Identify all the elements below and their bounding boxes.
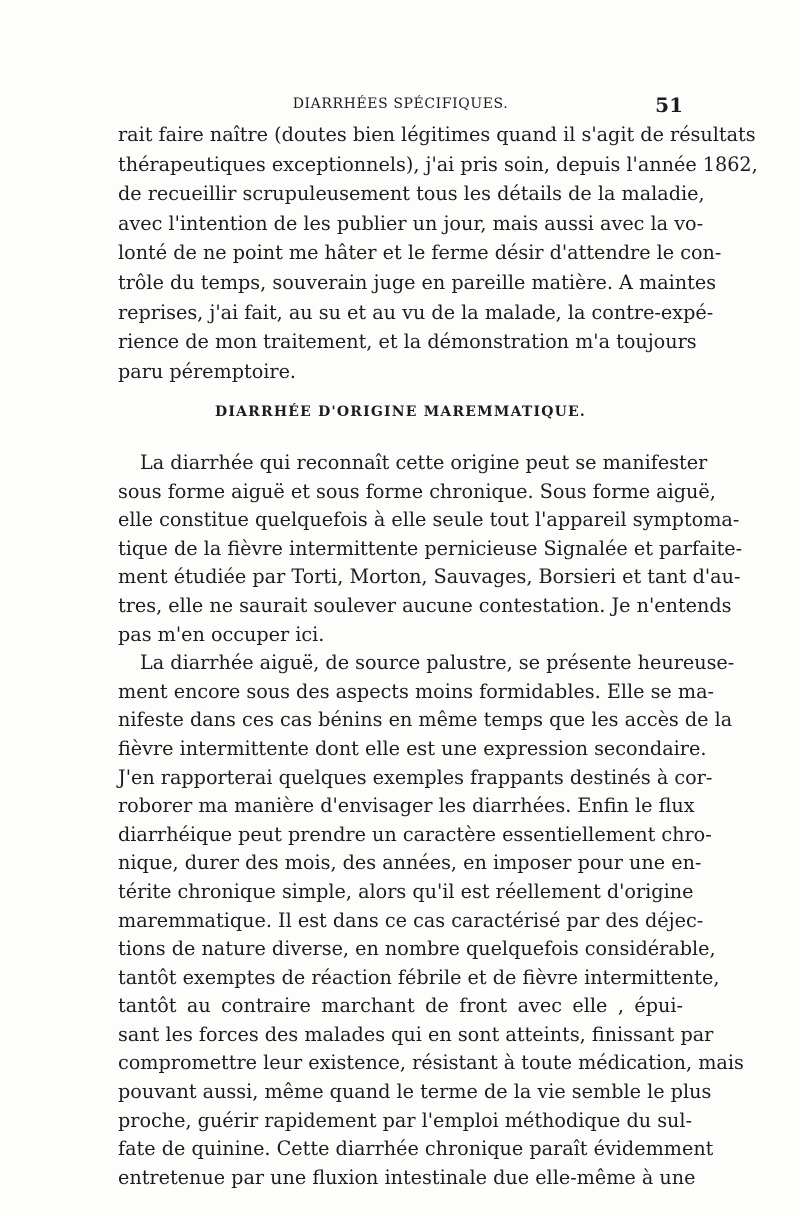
text-line: tique de la fièvre intermittente pernicieuse Signalée et parfaite- bbox=[118, 536, 743, 560]
text-line: tantôt exemptes de réaction fébrile et de fièvre intermittente, bbox=[118, 965, 720, 989]
text-line: tantôt au contraire marchant de front avec elle , épui- bbox=[118, 994, 683, 1018]
text-line: pouvant aussi, même quand le terme de la vie semble le plus bbox=[118, 1080, 712, 1104]
text-line: paru péremptoire. bbox=[118, 359, 297, 383]
text-line: sous forme aiguë et sous forme chronique. Sous forme aiguë, bbox=[118, 479, 716, 503]
text-line: de recueillir scrupuleusement tous les détails de la maladie, bbox=[118, 182, 705, 206]
text-line: diarrhéique peut prendre un caractère essentiellement chro- bbox=[118, 822, 712, 846]
text-line: proche, guérir rapidement par l'emploi méthodique du sul- bbox=[118, 1108, 693, 1132]
text-line: térite chronique simple, alors qu'il est réellement d'origine bbox=[118, 879, 694, 903]
text-line: thérapeutiques exceptionnels), j'ai pris soin, depuis l'année 1862, bbox=[118, 152, 758, 176]
text-line: nique, durer des mois, des années, en imposer pour une en- bbox=[118, 851, 702, 875]
page-number: 51 bbox=[655, 93, 683, 117]
text-line: La diarrhée aiguë, de source palustre, se présente heureuse- bbox=[140, 651, 735, 675]
text-line: reprises, j'ai fait, au su et au vu de la malade, la contre-expé- bbox=[118, 300, 714, 324]
text-line: entretenue par une fluxion intestinale due elle-même à une bbox=[118, 1165, 696, 1189]
text-line: sant les forces des malades qui en sont atteints, finissant par bbox=[118, 1022, 714, 1046]
text-line: nifeste dans ces cas bénins en même temps que les accès de la bbox=[118, 708, 733, 732]
running-title: DIARRHÉES SPÉCIFIQUES. bbox=[292, 96, 509, 112]
text-line: ment étudiée par Torti, Morton, Sauvages, Borsieri et tant d'au- bbox=[118, 565, 741, 589]
section-body bbox=[118, 449, 744, 1192]
text-line: J'en rapporterai quelques exemples frappants destinés à cor- bbox=[118, 765, 713, 789]
text-line: roborer ma manière d'envisager les diarrhées. Enfin le flux bbox=[118, 794, 695, 818]
text-line: fièvre intermittente dont elle est une expression secondaire. bbox=[118, 736, 707, 760]
intro-paragraph bbox=[118, 120, 758, 386]
text-line: elle constitue quelquefois à elle seule tout l'appareil symptoma- bbox=[118, 508, 740, 532]
text-line: La diarrhée qui reconnaît cette origine peut se manifester bbox=[140, 451, 708, 474]
text-line: rait faire naître (doutes bien légitimes quand il s'agit de résultats bbox=[118, 123, 756, 146]
text-line: trôle du temps, souverain juge en pareille matière. A maintes bbox=[118, 270, 717, 294]
text-line: fate de quinine. Cette diarrhée chronique paraît évidemment bbox=[118, 1137, 714, 1161]
text-line: tions de nature diverse, en nombre quelquefois considérable, bbox=[118, 937, 716, 961]
text-line: compromettre leur existence, résistant à toute médication, mais bbox=[118, 1051, 744, 1075]
text-line: pas m'en occuper ici. bbox=[118, 622, 325, 646]
text-line: rience de mon traitement, et la démonstration m'a toujours bbox=[118, 330, 697, 354]
text-line: lonté de ne point me hâter et le ferme désir d'attendre le con- bbox=[118, 241, 722, 265]
text-line: ment encore sous des aspects moins formidables. Elle se ma- bbox=[118, 679, 715, 703]
text-line: avec l'intention de les publier un jour, mais aussi avec la vo- bbox=[118, 211, 704, 235]
text-line: tres, elle ne saurait soulever aucune contestation. Je n'entends bbox=[118, 593, 732, 617]
section-heading: DIARRHÉE D'ORIGINE MAREMMATIQUE. bbox=[215, 404, 586, 420]
running-header bbox=[118, 93, 683, 120]
text-line: maremmatique. Il est dans ce cas caractérisé par des déjec- bbox=[118, 908, 704, 932]
